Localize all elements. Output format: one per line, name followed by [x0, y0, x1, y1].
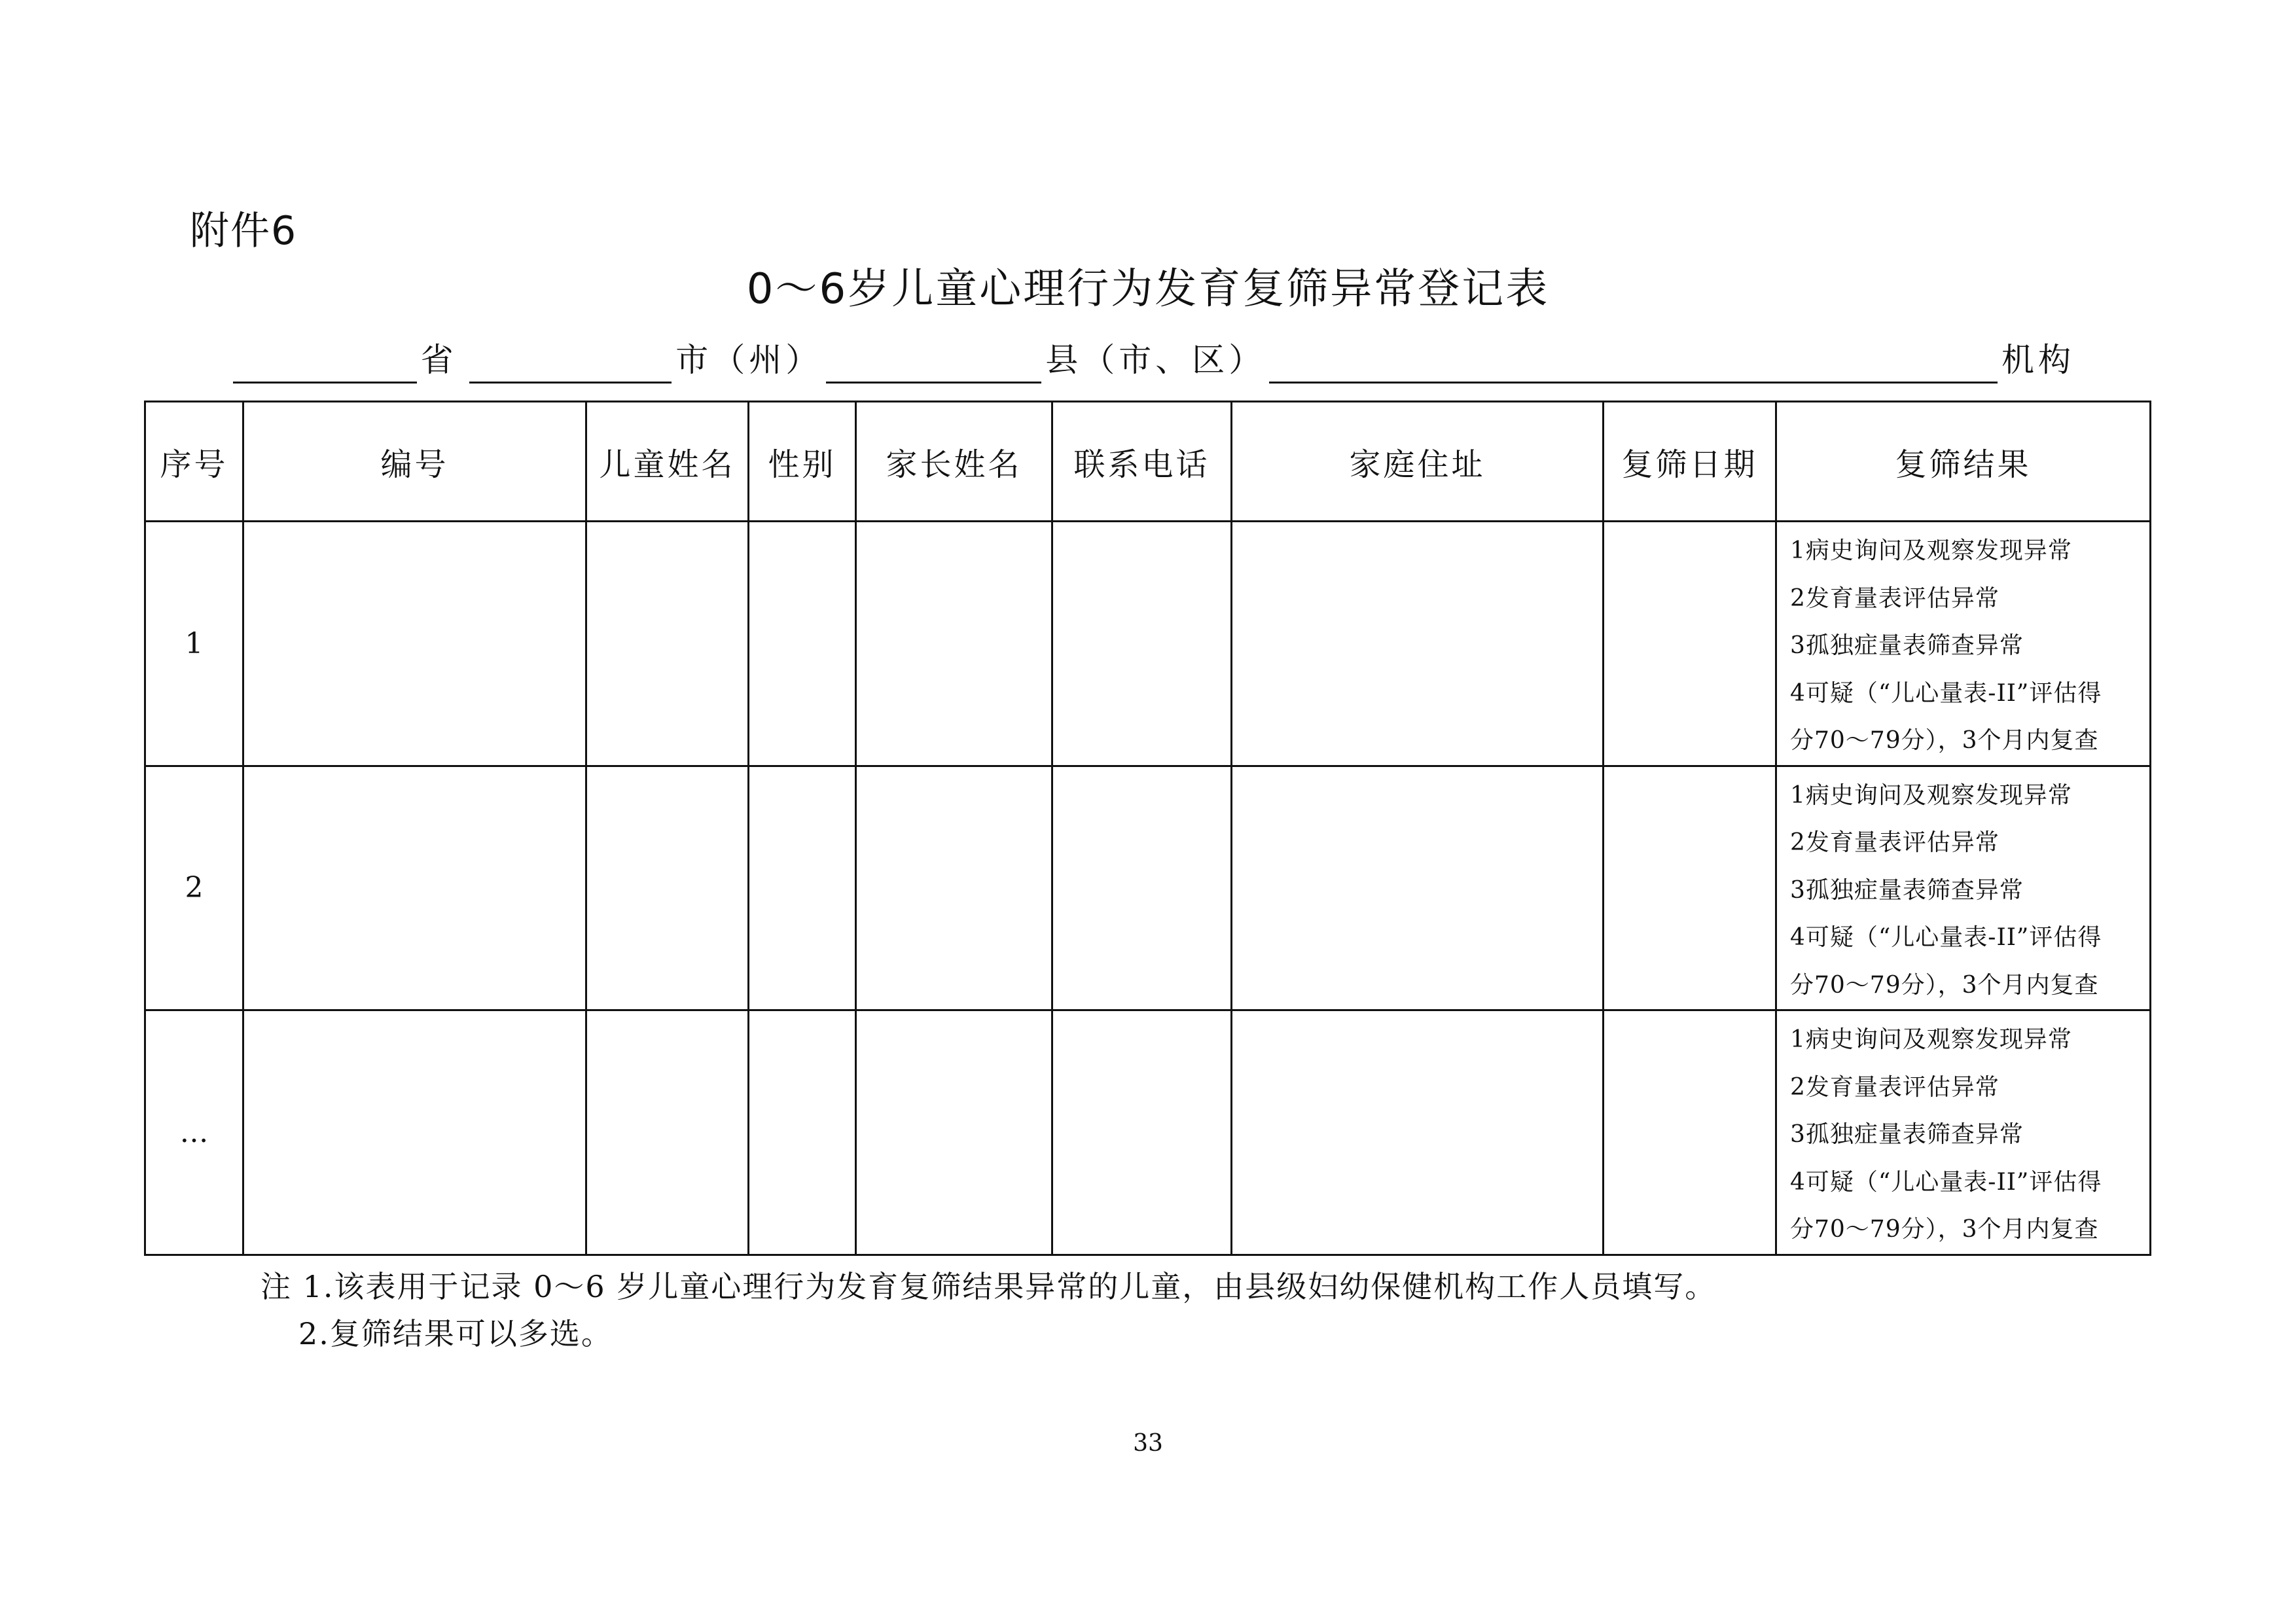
- county-blank[interactable]: [826, 342, 1041, 383]
- result-option-suspicious[interactable]: 4可疑（“儿心量表-II”评估得: [1790, 1168, 2102, 1196]
- row-index: 2: [145, 766, 243, 1010]
- form-title: 0～6岁儿童心理行为发育复筛异常登记表: [746, 265, 1550, 313]
- result-option-development-scale[interactable]: 2发育量表评估异常: [1790, 1073, 2000, 1101]
- rescreen-date-cell[interactable]: [1604, 766, 1776, 1010]
- column-header-id: 编号: [243, 402, 586, 522]
- id-cell[interactable]: [243, 766, 586, 1010]
- notes: [260, 1263, 1716, 1357]
- gender-cell[interactable]: [749, 522, 856, 766]
- id-cell[interactable]: [243, 522, 586, 766]
- result-option-development-scale[interactable]: 2发育量表评估异常: [1790, 829, 2000, 856]
- result-option-autism-scale[interactable]: 3孤独症量表筛查异常: [1790, 876, 2024, 904]
- column-header-rescreen-date: 复筛日期: [1604, 402, 1776, 522]
- result-option-suspicious-cont: 分70～79分），3个月内复查: [1790, 971, 2099, 999]
- column-header-child-name: 儿童姓名: [586, 402, 749, 522]
- city-blank[interactable]: [469, 342, 672, 383]
- result-option-suspicious-cont: 分70～79分），3个月内复查: [1790, 1216, 2099, 1243]
- column-header-rescreen-result: 复筛结果: [1776, 402, 2151, 522]
- child-name-cell[interactable]: [586, 522, 749, 766]
- row-index: 1: [145, 522, 243, 766]
- institution-blank[interactable]: [1269, 342, 1998, 383]
- column-header-index: 序号: [145, 402, 243, 522]
- page-number: 33: [1133, 1430, 1163, 1457]
- parent-name-cell[interactable]: [856, 1010, 1052, 1255]
- column-header-parent-name: 家长姓名: [856, 402, 1052, 522]
- table-row: [145, 522, 2151, 766]
- parent-name-cell[interactable]: [856, 522, 1052, 766]
- phone-cell[interactable]: [1052, 522, 1232, 766]
- rescreen-result-cell[interactable]: [1776, 766, 2151, 1010]
- phone-cell[interactable]: [1052, 766, 1232, 1010]
- note-1: 注 1.该表用于记录 0～6 岁儿童心理行为发育复筛结果异常的儿童，由县级妇幼保健机构工作人员填写。: [260, 1269, 1717, 1304]
- province-label: 省: [420, 341, 457, 379]
- result-option-suspicious-cont: 分70～79分），3个月内复查: [1790, 727, 2099, 754]
- column-header-phone: 联系电话: [1052, 402, 1232, 522]
- address-cell[interactable]: [1232, 766, 1604, 1010]
- city-label: 市（州）: [675, 341, 823, 379]
- result-option-history[interactable]: 1病史询问及观察发现异常: [1790, 781, 2072, 809]
- result-option-development-scale[interactable]: 2发育量表评估异常: [1790, 584, 2000, 612]
- id-cell[interactable]: [243, 1010, 586, 1255]
- gender-cell[interactable]: [749, 1010, 856, 1255]
- county-label: 县（市、区）: [1045, 341, 1266, 379]
- rescreen-date-cell[interactable]: [1604, 522, 1776, 766]
- result-option-autism-scale[interactable]: 3孤独症量表筛查异常: [1790, 632, 2024, 659]
- result-option-history[interactable]: 1病史询问及观察发现异常: [1790, 537, 2072, 564]
- column-header-address: 家庭住址: [1232, 402, 1604, 522]
- rescreen-date-cell[interactable]: [1604, 1010, 1776, 1255]
- address-cell[interactable]: [1232, 1010, 1604, 1255]
- row-index: …: [145, 1010, 243, 1255]
- province-blank[interactable]: [233, 342, 417, 383]
- column-header-gender: 性别: [749, 402, 856, 522]
- result-option-history[interactable]: 1病史询问及观察发现异常: [1790, 1026, 2072, 1053]
- child-name-cell[interactable]: [586, 1010, 749, 1255]
- rescreen-result-cell[interactable]: [1776, 1010, 2151, 1255]
- registration-table: [144, 401, 2151, 1256]
- attachment-label: 附件6: [190, 208, 298, 254]
- rescreen-result-cell[interactable]: [1776, 522, 2151, 766]
- header-row: [145, 402, 2151, 522]
- region-fill-line: [229, 331, 2075, 383]
- child-name-cell[interactable]: [586, 766, 749, 1010]
- result-option-suspicious[interactable]: 4可疑（“儿心量表-II”评估得: [1790, 924, 2102, 951]
- phone-cell[interactable]: [1052, 1010, 1232, 1255]
- institution-label: 机构: [2001, 341, 2075, 379]
- gender-cell[interactable]: [749, 766, 856, 1010]
- result-option-suspicious[interactable]: 4可疑（“儿心量表-II”评估得: [1790, 679, 2102, 707]
- parent-name-cell[interactable]: [856, 766, 1052, 1010]
- table-row: [145, 1010, 2151, 1255]
- result-option-autism-scale[interactable]: 3孤独症量表筛查异常: [1790, 1121, 2024, 1148]
- note-2: 2.复筛结果可以多选。: [298, 1316, 613, 1351]
- table-row: [145, 766, 2151, 1010]
- address-cell[interactable]: [1232, 522, 1604, 766]
